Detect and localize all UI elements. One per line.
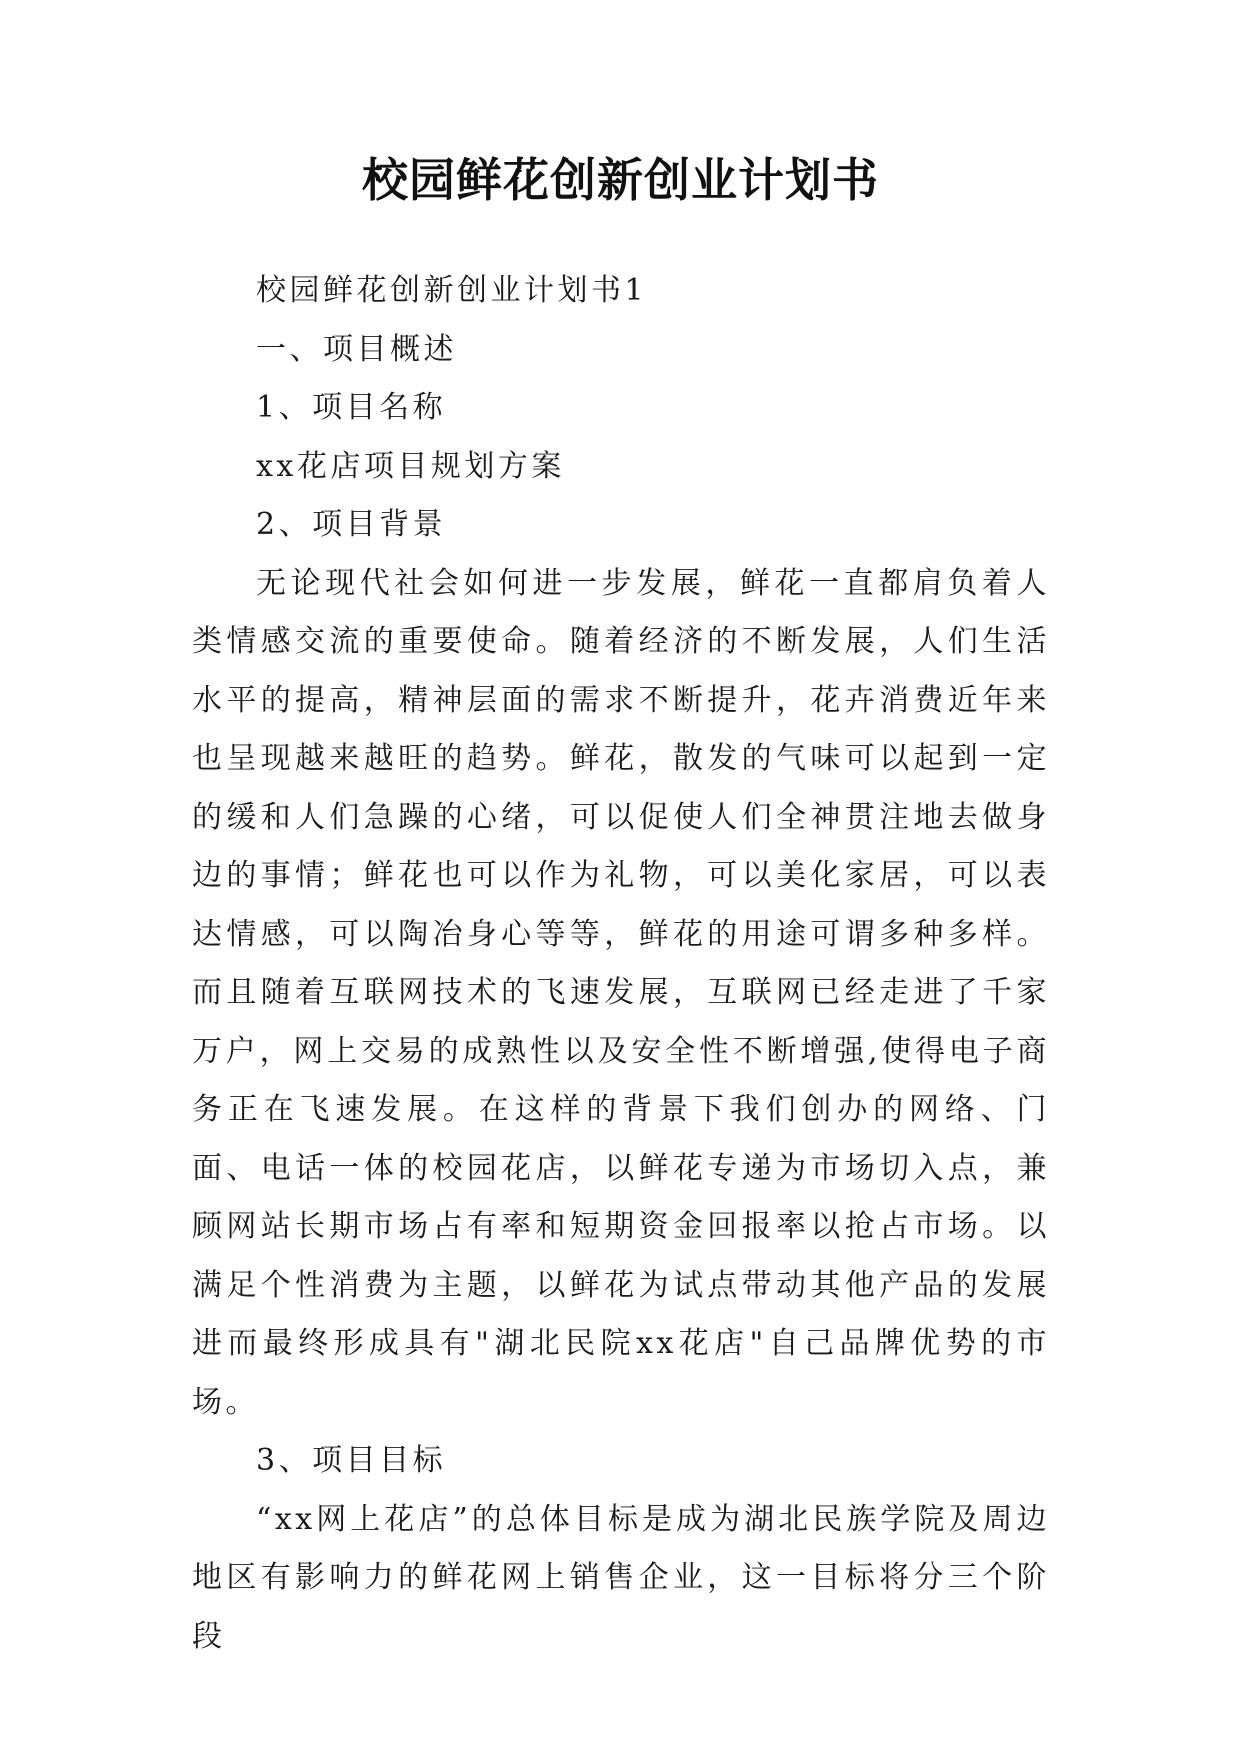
document-title: 校园鲜花创新创业计划书 — [362, 153, 879, 207]
section-title: 校园鲜花创新创业计划书1 — [256, 273, 648, 308]
background-paragraph: 无论现代社会如何进一步发展，鲜花一直都肩负着人类情感交流的重要使命。随着经济的不断发展，人们生活水平的提高，精神层面的需求不断提升，花卉消费近年来也呈现越来越旺的趋势。鲜花，散发的气味可以起到一定的缓和人们急躁的心绪，可以促使人们全神贯注地去做身边的事情；鲜花也可以作为礼物，可以美化家居，可以表达情感，可以陶冶身心等等，鲜花的用途可谓多种多样。 而且随着互联网技术的飞速发展，互联网已经走进了千家万户，网上交易的成熟性以及安全性不断增强,使得电子商务正在飞速发展。在这样的背景下我们创办的网络、门面、电话一体的校园花店，以鲜花专递为市场切入点，兼顾网站长期市场占有率和短期资金回报率以抢占市场。以满足个性消费为主题，以鲜花为试点带动其他产品的发展进而最终形成具有"湖北民院xx花店"自己品牌优势的市场。 — [192, 565, 1050, 1420]
heading-project-background: 2、项目背景 — [256, 507, 447, 542]
heading-project-name: 1、项目名称 — [256, 390, 447, 425]
heading-project-overview: 一、项目概述 — [256, 331, 457, 367]
project-name-text: xx花店项目规划方案 — [256, 448, 565, 484]
goal-paragraph: “xx网上花店”的总体目标是成为湖北民族学院及周边地区有影响力的鲜花网上销售企业，这一目标将分三个阶段 — [192, 1501, 1050, 1654]
heading-project-goal: 3、项目目标 — [256, 1443, 447, 1478]
document-body — [192, 262, 1050, 1666]
